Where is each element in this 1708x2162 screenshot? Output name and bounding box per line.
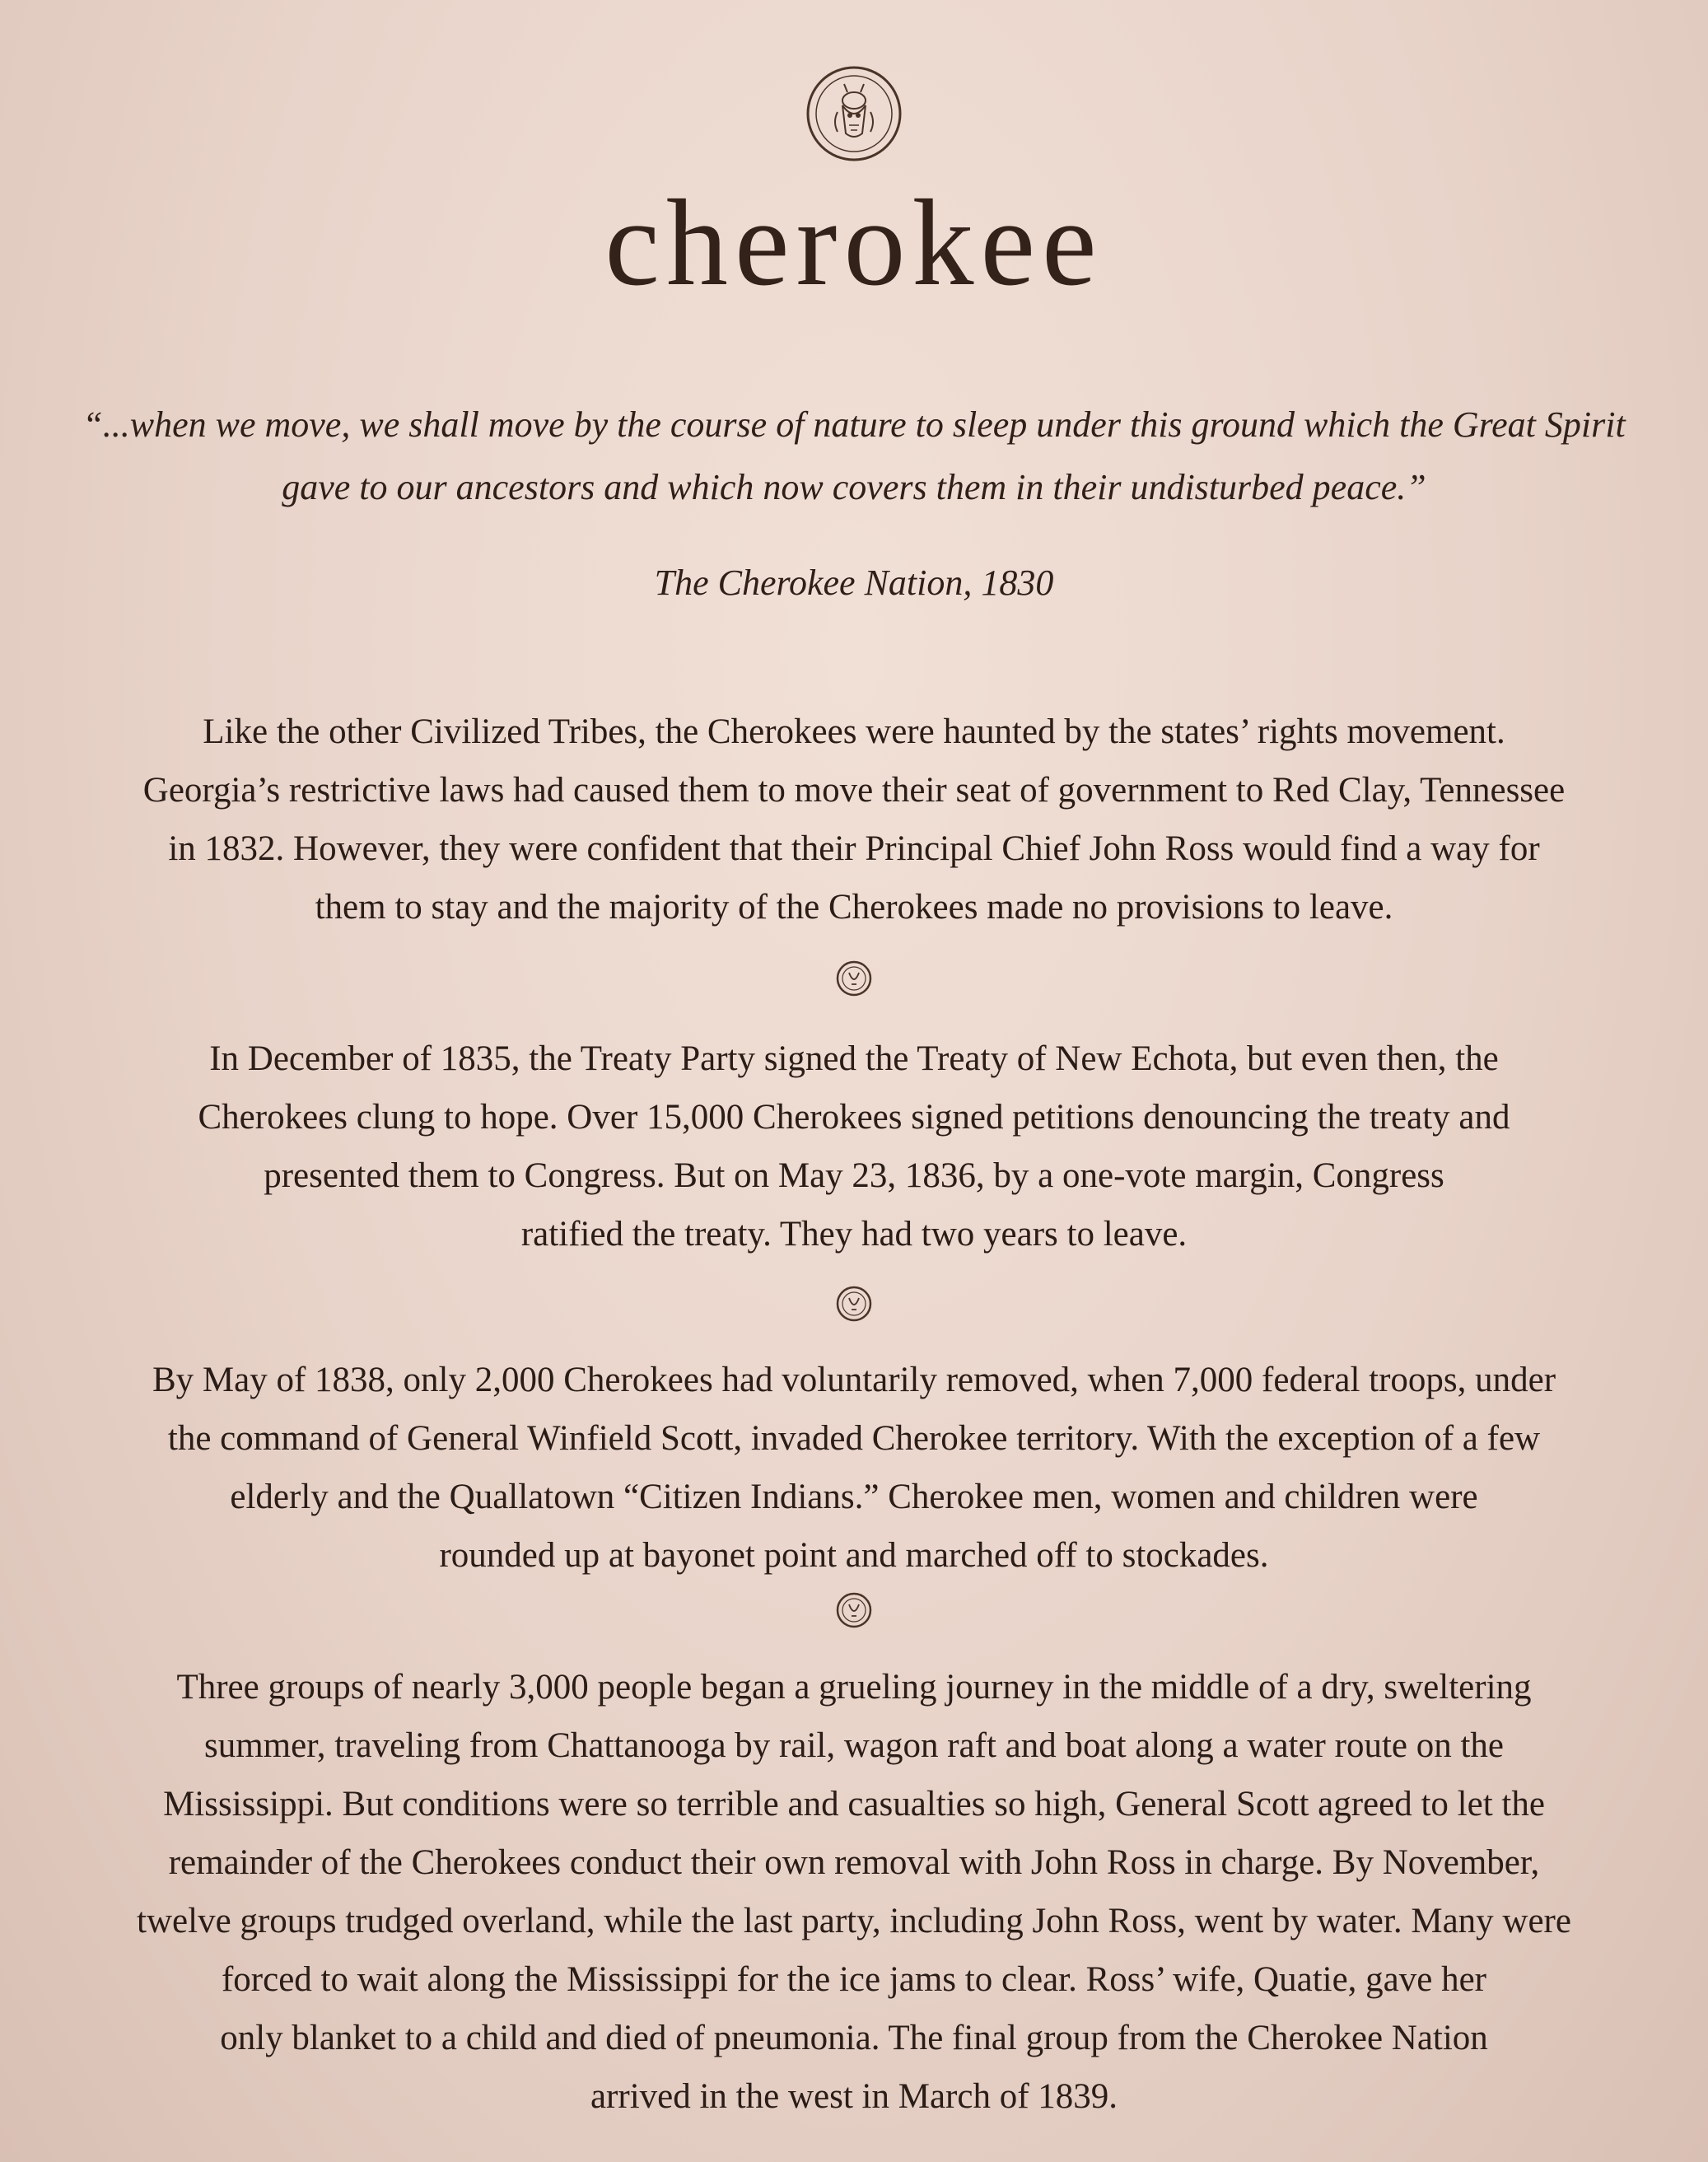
seal-ornament-icon: [835, 1285, 873, 1323]
text-line: them to stay and the majority of the Cherokees made no provisions to leave.: [315, 888, 1393, 927]
cherokee-seal-icon: [805, 64, 903, 163]
paragraph-1: [74, 703, 1634, 936]
text-line: Three groups of nearly 3,000 people began a grueling journey in the middle of a dry, sweltering: [176, 1668, 1532, 1707]
page-title: cherokee: [604, 175, 1104, 311]
text-line: Like the other Civilized Tribes, the Cherokees were haunted by the states’ rights movement.: [203, 712, 1505, 751]
text-line: elderly and the Quallatown “Citizen Indians.” Cherokee men, women and children were: [230, 1478, 1478, 1516]
text-line: the command of General Winfield Scott, invaded Cherokee territory. With the exception of a few: [167, 1419, 1541, 1458]
text-line: in 1832. However, they were confident that their Principal Chief John Ross would find a way for: [168, 829, 1540, 868]
paragraph-4: [74, 1658, 1634, 2126]
text-line: twelve groups trudged overland, while the last party, including John Ross, went by water. Many were: [137, 1902, 1571, 1940]
text-line: By May of 1838, only 2,000 Cherokees had voluntarily removed, when 7,000 federal troops, under: [152, 1361, 1556, 1399]
seal-ornament-icon: [835, 1591, 873, 1629]
text-line: Mississippi. But conditions were so terrible and casualties so high, General Scott agreed to let the: [163, 1785, 1545, 1823]
text-line: summer, traveling from Chattanooga by rail, wagon raft and boat along a water route on the: [203, 1726, 1505, 1765]
text-line: arrived in the west in March of 1839.: [590, 2077, 1118, 2116]
quote-attribution: The Cherokee Nation, 1830: [654, 563, 1054, 603]
text-line: only blanket to a child and died of pneumonia. The final group from the Cherokee Nation: [220, 2019, 1488, 2057]
text-line: remainder of the Cherokees conduct their own removal with John Ross in charge. By November,: [168, 1843, 1540, 1882]
text-line: rounded up at bayonet point and marched off to stockades.: [439, 1536, 1269, 1575]
paragraph-3: [74, 1351, 1634, 1585]
quote-block: [66, 394, 1642, 519]
paragraph-2: [74, 1030, 1634, 1263]
text-line: presented them to Congress. But on May 23, 1836, by a one-vote margin, Congress: [264, 1156, 1444, 1195]
text-line: Georgia’s restrictive laws had caused them to move their seat of government to Red Clay, Tennessee: [142, 771, 1566, 810]
text-line: Cherokees clung to hope. Over 15,000 Cherokees signed petitions denouncing the treaty and: [198, 1098, 1510, 1137]
text-line: ratified the treaty. They had two years to leave.: [520, 1215, 1188, 1254]
text-line: forced to wait along the Mississippi for the ice jams to clear. Ross’ wife, Quatie, gave her: [221, 1960, 1487, 1999]
text-line: In December of 1835, the Treaty Party signed the Treaty of New Echota, but even then, the: [209, 1039, 1499, 1078]
quote-line: gave to our ancestors and which now covers them in their undisturbed peace.”: [282, 467, 1426, 507]
quote-line: “...when we move, we shall move by the course of nature to sleep under this ground which the Great Spirit: [82, 404, 1626, 445]
seal-ornament-icon: [835, 960, 873, 997]
